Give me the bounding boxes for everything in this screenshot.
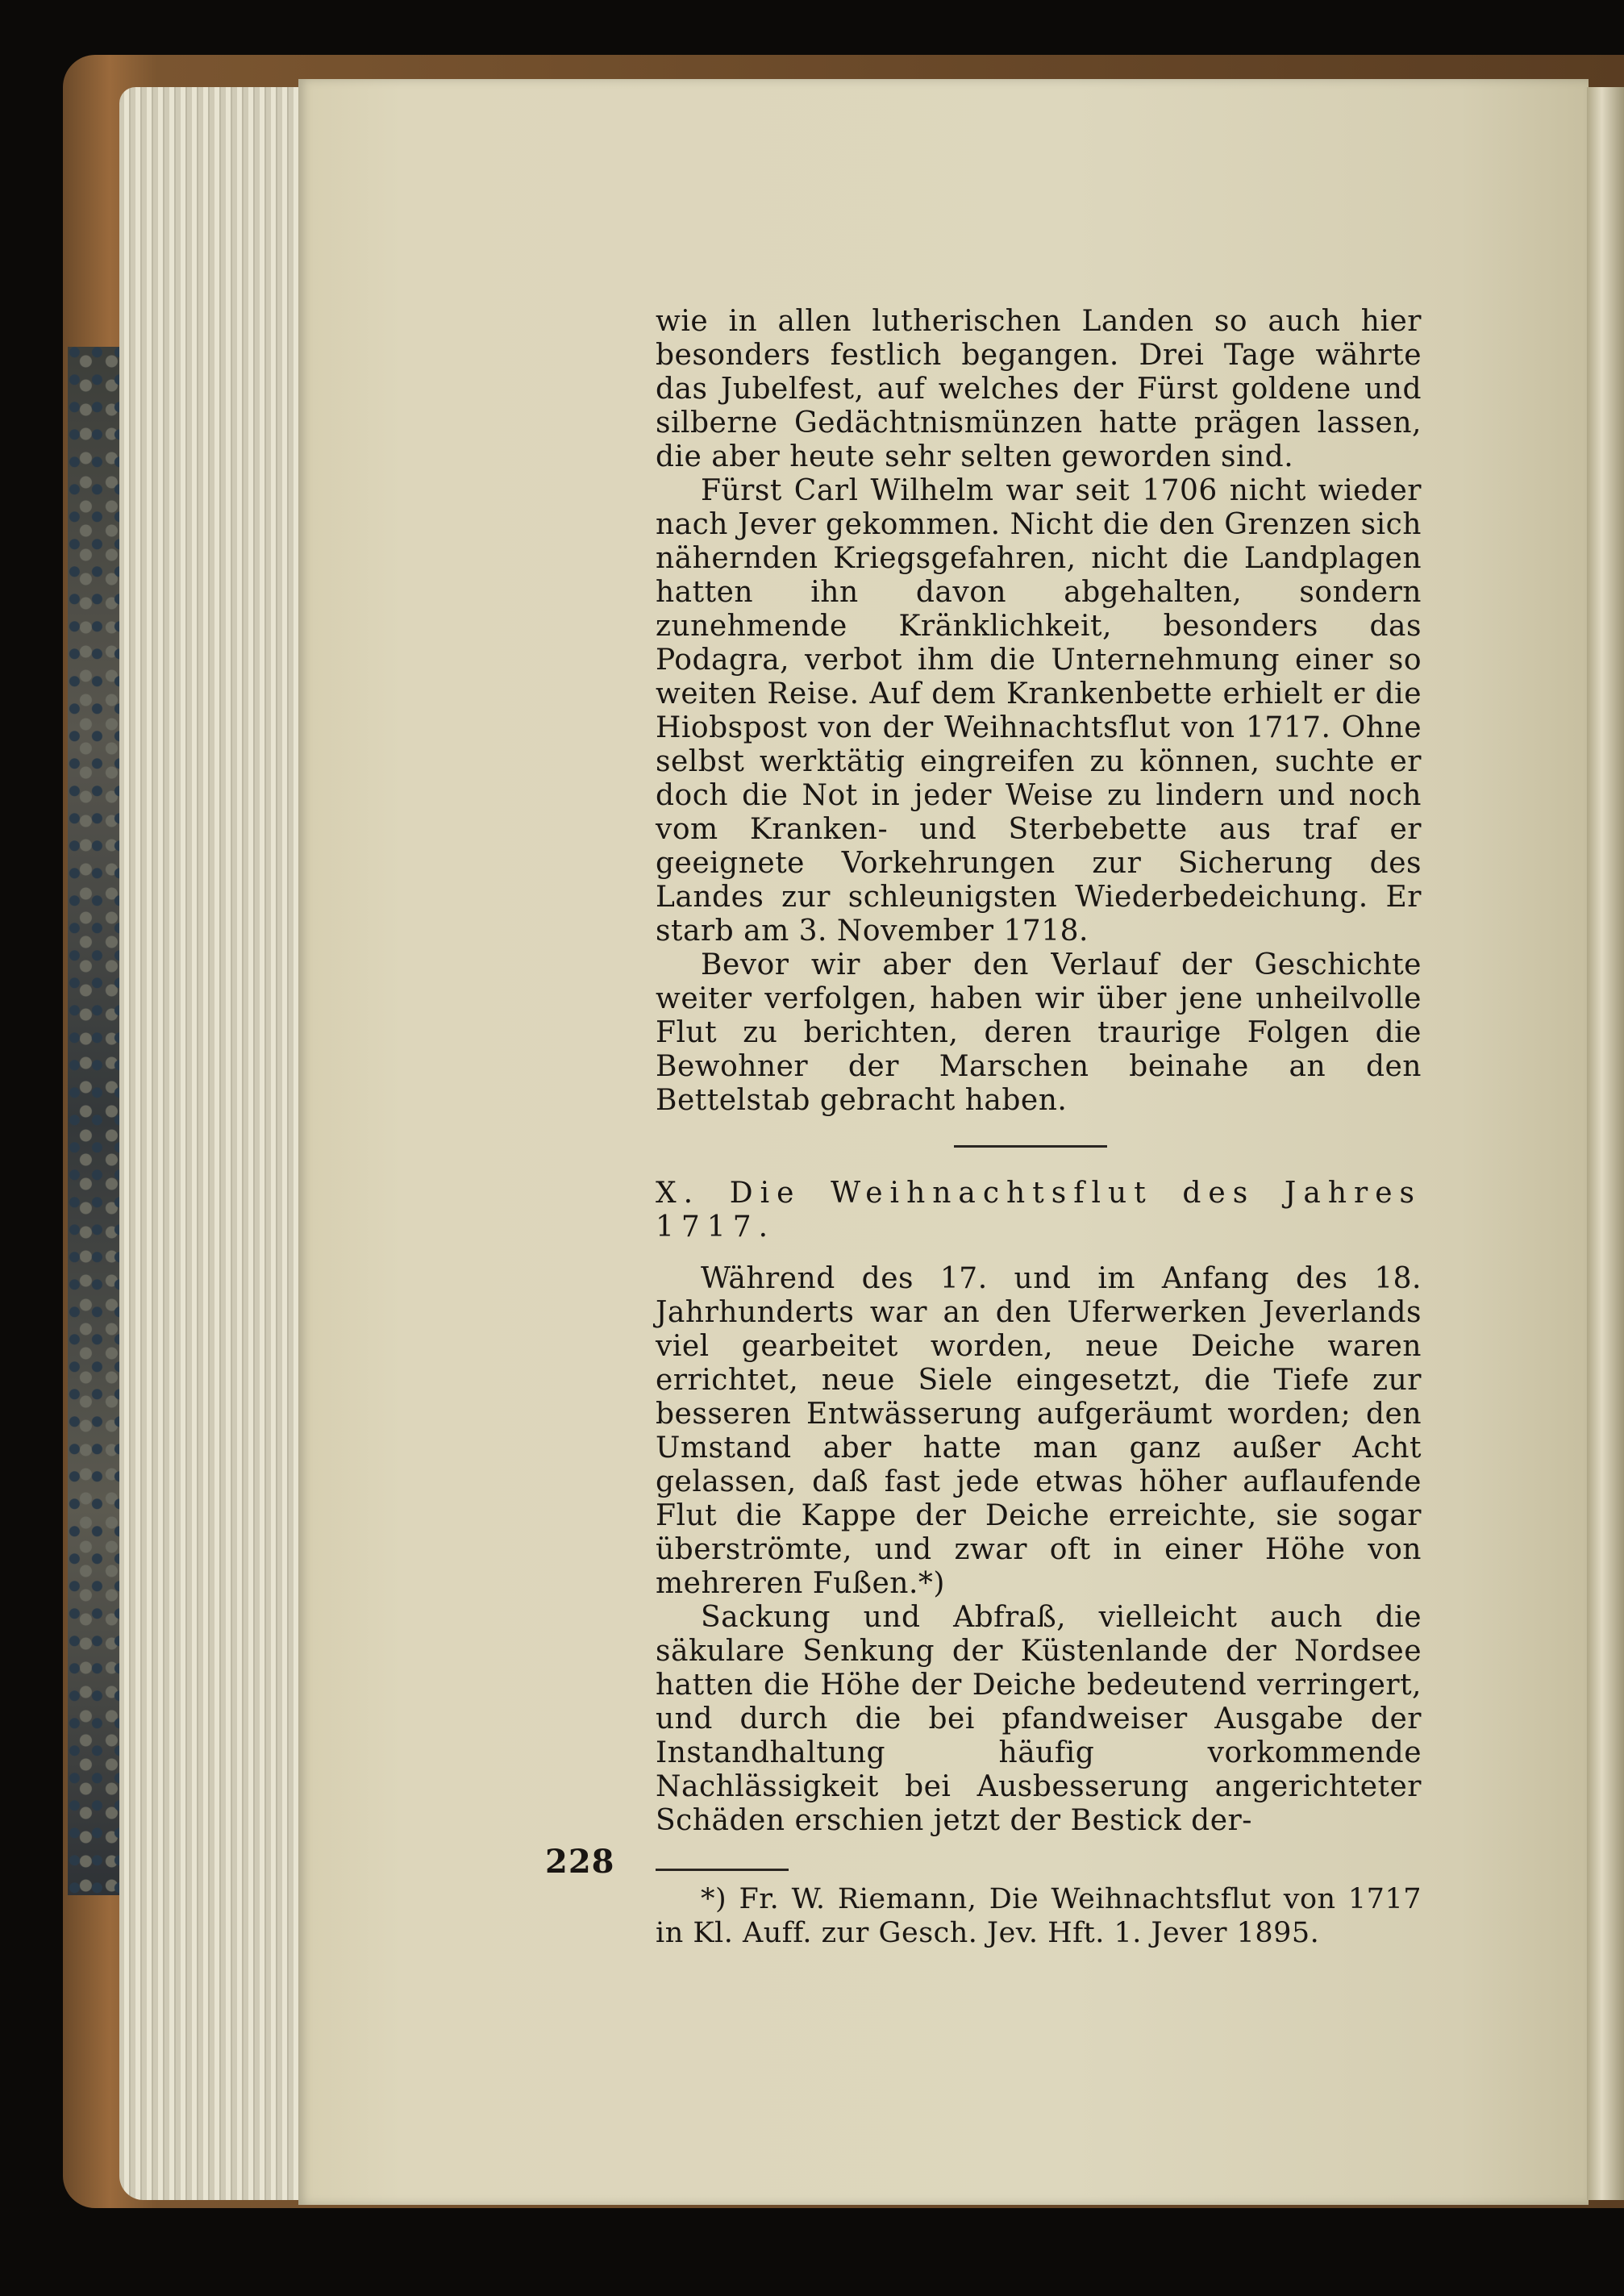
section-divider bbox=[954, 1145, 1107, 1148]
page-edges bbox=[119, 87, 306, 2200]
footnote: *) Fr. W. Riemann, Die Weihnachtsflut von 1717 in Kl. Auff. zur Gesch. Jev. Hft. 1. Jever 1895. bbox=[656, 1883, 1422, 1949]
paragraph: Fürst Carl Wilhelm war seit 1706 nicht wieder nach Jever gekommen. Nicht die den Grenzen sich nähernden Kriegsgefahren, nicht die Landplagen hatten ihn davon abgehalten, sondern zunehmende Kränklichkeit, besonders das Podagra, verbot ihm die Unternehmung einer so weiten Reise. Auf dem Krankenbette erhielt er die Hiobspost von der Weihnachtsflut von 1717. Ohne selbst werktätig eingreifen zu können, suchte er doch die Not in jeder Weise zu lindern und noch vom Kranken- und Sterbebette aus traf er geeignete Vorkehrungen zur Sicherung des Landes zur schleunigsten Wiederbedeichung. Er starb am 3. November 1718. bbox=[656, 474, 1422, 948]
paragraph: wie in allen lutherischen Landen so auch hier besonders festlich begangen. Drei Tage währte das Jubelfest, auf welches der Fürst goldene und silberne Gedächtnismünzen hatte prägen lassen, die aber heute sehr selten geworden sind. bbox=[656, 305, 1422, 473]
footnote-rule bbox=[656, 1869, 789, 1871]
marbled-board bbox=[68, 347, 124, 1895]
facing-page-edge bbox=[1587, 87, 1624, 2200]
section-heading: X. Die Weihnachtsflut des Jahres 1717. bbox=[656, 1177, 1422, 1244]
page-text bbox=[656, 305, 1422, 1950]
paragraph: Während des 17. und im Anfang des 18. Jahrhunderts war an den Uferwerken Jeverlands viel gearbeitet worden, neue Deiche waren errichtet, neue Siele eingesetzt, die Tiefe zur besseren Entwässerung aufgeräumt worden; den Umstand aber hatte man ganz außer Acht gelassen, daß fast jede etwas höher auflaufende Flut die Kappe der Deiche erreichte, sie sogar überströmte, und zwar oft in einer Höhe von mehreren Fußen.*) bbox=[656, 1262, 1422, 1600]
paragraph: Bevor wir aber den Verlauf der Geschichte weiter verfolgen, haben wir über jene unheilvolle Flut zu berichten, deren traurige Folgen die Bewohner der Marschen beinahe an den Bettelstab gebracht haben. bbox=[656, 948, 1422, 1117]
paragraph: Sackung und Abfraß, vielleicht auch die säkulare Senkung der Küstenlande der Nordsee hatten die Höhe der Deiche bedeutend verringert, und durch die bei pfandweiser Ausgabe der Instandhaltung häufig vorkommende Nachlässigkeit bei Ausbesserung angerichteter Schäden erschien jetzt der Bestick der- bbox=[656, 1601, 1422, 1837]
page-number: 228 bbox=[545, 1843, 615, 1881]
